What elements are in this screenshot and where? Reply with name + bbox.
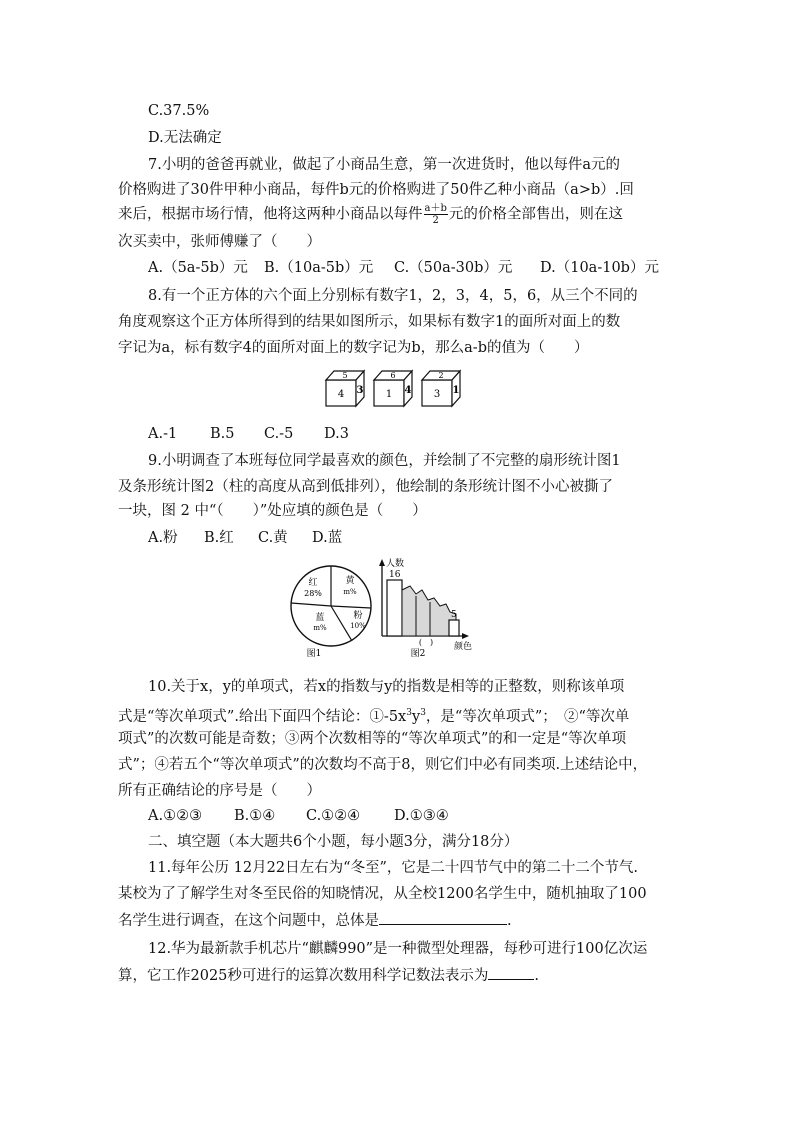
- cube-3: [422, 371, 460, 406]
- q11-text-line2: 某校为了了解学生对冬至民俗的知晓情况，从全校1200名学生中，随机抽取了100: [118, 886, 647, 902]
- fig2-bar-label-5: 5: [451, 610, 457, 620]
- fig1-label-blue-pct: m%: [313, 624, 327, 632]
- cube-2: [374, 371, 412, 406]
- q8-cube-figure: [322, 366, 466, 410]
- q7-option-a: A.（5a-5b）元: [148, 260, 248, 276]
- q10-text-line1: 10.关于x，y的单项式，若x的指数与y的指数是相等的正整数，则称该单项: [148, 679, 625, 695]
- fig1-label-red: 红: [308, 578, 318, 588]
- fig2-paren: ( ): [418, 638, 434, 647]
- fig2-caption: 图2: [410, 649, 426, 659]
- q7-option-d: D.（10a-10b）元: [540, 260, 659, 276]
- fig2-ylabel: 人数: [386, 559, 405, 569]
- q7-text-line2: 价格购进了30件甲种小商品，每件b元的价格购进了50件乙种小商品（a>b）.回: [118, 182, 634, 198]
- cube-1-top: 5: [342, 371, 348, 380]
- q8-text-line3: 字记为a，标有数字4的面所对面上的数字记为b，那么a-b的值为（ ）: [118, 340, 589, 356]
- fig2-xlabel: 颜色: [454, 642, 473, 652]
- q10-text-line3: 项式”的次数可能是奇数；③两个次数相等的“等次单项式”的和一定是“等次单项: [118, 731, 627, 747]
- q9-text-line3: 一块，图 2 中“（ ）”处应填的颜色是（ ）: [118, 503, 427, 519]
- q7-text-line3: 来后，根据市场行情，他将这两种小商品以每件 $\frac{a+b}{2}$ 元的价格全部售出，则在这: [118, 203, 623, 226]
- fig2-bar-label-16: 16: [389, 570, 401, 580]
- q10-text-line2: 式是“等次单项式”.给出下面四个结论：$①-5x^3y^3$，是“等次单项式”； ②“等次单: [118, 708, 630, 725]
- q9-option-d: D.蓝: [312, 530, 343, 546]
- q9-option-a: A.粉: [148, 530, 178, 546]
- q8-option-b: B.5: [210, 426, 235, 442]
- q11-text-line3: 名学生进行调查，在这个问题中，总体是 .: [118, 910, 512, 931]
- q10-option-d: D.①③④: [394, 808, 449, 824]
- q6-option-c: C.37.5%: [148, 103, 210, 119]
- fig1-label-pink: 粉: [353, 611, 363, 621]
- q10-option-a: A.①②③: [148, 808, 203, 824]
- cube-1-front: 4: [337, 389, 345, 400]
- fig1-label-pink-pct: 10%: [350, 622, 366, 630]
- cube-1-side: 3: [356, 385, 364, 396]
- q8-option-a: A.-1: [148, 426, 178, 442]
- q7-fraction: $\frac{a+b}{2}$: [424, 203, 447, 226]
- q12-text-line2: 算，它工作2025秒可进行的运算次数用科学记数法表示为 .: [118, 965, 539, 986]
- cube-2-top: 6: [390, 371, 396, 380]
- fig1-label-blue: 蓝: [315, 613, 325, 623]
- fig1-label-red-pct: 28%: [304, 589, 322, 598]
- fig2-torn-area: [402, 586, 456, 636]
- fig2-bar-chart: [379, 557, 472, 659]
- cube-1: [326, 371, 364, 406]
- q7-option-c: C.（50a-30b）元: [394, 260, 513, 276]
- q8-text-line2: 角度观察这个正方体所得到的结果如图所示，如果标有数字1的面所对面上的数: [118, 314, 621, 330]
- q7-text-line4: 次买卖中，张师傅赚了（ ）: [118, 234, 321, 250]
- cube-2-front: 1: [385, 389, 393, 400]
- fig1-pie-chart: [291, 566, 371, 659]
- q10-option-c: C.①②④: [306, 808, 361, 824]
- q8-option-d: D.3: [324, 426, 349, 442]
- q10-text-line4: 式”；④若五个“等次单项式”的次数均不高于8，则它们中必有同类项.上述结论中，: [118, 757, 648, 773]
- cube-3-front: 3: [433, 389, 441, 400]
- q11-answer-blank[interactable]: [379, 910, 507, 925]
- fig1-label-yellow-pct: m%: [343, 588, 357, 596]
- cube-3-side: 1: [452, 385, 460, 396]
- cube-3-top: 2: [438, 371, 444, 380]
- q10-text-line5: 所有正确结论的序号是（ ）: [118, 783, 321, 799]
- fig2-bar-last: [449, 620, 459, 636]
- q12-text-line1: 12.华为最新款手机芯片“麒麟990”是一种微型处理器，每秒可进行100亿次运: [148, 941, 648, 957]
- q9-figures: [286, 556, 506, 660]
- q9-text-line1: 9.小明调查了本班每位同学最喜欢的颜色，并绘制了不完整的扇形统计图1: [148, 453, 621, 469]
- fig1-label-yellow: 黄: [345, 576, 355, 586]
- fig1-caption: 图1: [306, 649, 322, 659]
- q8-option-c: C.-5: [264, 426, 294, 442]
- q9-text-line2: 及条形统计图2（柱的高度从高到低排列），他绘制的条形统计图不小心被撕了: [118, 479, 613, 495]
- q10-option-b: B.①④: [234, 808, 276, 824]
- q9-option-b: B.红: [204, 530, 234, 546]
- section-heading-fill-in: 二、填空题（本大题共6个小题，每小题3分，满分18分）: [148, 834, 519, 850]
- q9-option-c: C.黄: [258, 530, 288, 546]
- q8-text-line1: 8.有一个正方体的六个面上分别标有数字1，2，3，4，5，6，从三个不同的: [148, 288, 638, 304]
- cube-2-side: 4: [404, 385, 412, 396]
- fig2-bar-1: [387, 580, 402, 636]
- q7-option-b: B.（10a-5b）元: [264, 260, 374, 276]
- q11-text-line1: 11.每年公历 12月22日左右为“冬至”，它是二十四节气中的第二十二个节气.: [148, 860, 639, 876]
- q12-answer-blank[interactable]: [488, 965, 534, 980]
- q6-option-d: D.无法确定: [148, 130, 222, 146]
- q7-text-line1: 7.小明的爸爸再就业，做起了小商品生意，第一次进货时，他以每件a元的: [148, 157, 620, 173]
